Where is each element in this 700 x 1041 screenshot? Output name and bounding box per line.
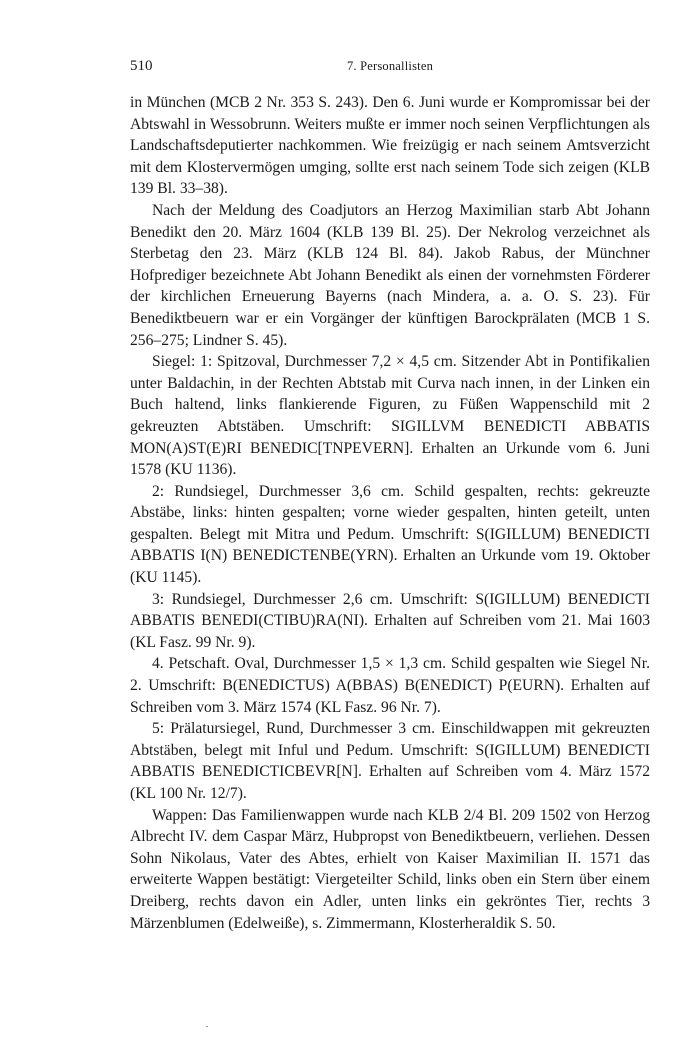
- page-number: 510: [130, 58, 153, 74]
- paragraph-seal-4: 4. Petschaft. Oval, Durchmesser 1,5 × 1,3 cm. Schild gespalten wie Siegel Nr. 2. Umschrift: B(ENEDICTUS) A(BBAS) B(ENEDICT) P(EURN). Erhalten auf Schreiben vom 3. März 1574 (KL Fasz. 96 Nr. 7).: [130, 655, 650, 716]
- scan-speck: [206, 1026, 208, 1027]
- running-head: 7. Personallisten: [346, 59, 434, 73]
- paragraph-continuation: in München (MCB 2 Nr. 353 S. 243). Den 6. Juni wurde er Kompromissar bei der Abtswahl in Wessobrunn. Weiters mußte er immer noch seinen Verpflichtungen als Landschaftsdeputierter nachkommen. Wie freizügig er nach seinem Amtsverzicht mit dem Klostervermögen umging, sollte erst nach seinem Tode sich zeigen (KLB 139 Bl. 33–38).: [130, 94, 650, 198]
- paragraph-seal-5: 5: Prälatursiegel, Rund, Durchmesser 3 cm. Einschildwappen mit gekreuzten Abtstäben, belegt mit Inful und Pedum. Umschrift: S(IGILLUM) BENEDICTI ABBATIS BENEDICTICBEVR[N]. Erhalten auf Schreiben vom 4. März 1572 (KL 100 Nr. 12/7).: [130, 720, 650, 802]
- paragraph-seal-1: Siegel: 1: Spitzoval, Durchmesser 7,2 × 4,5 cm. Sitzender Abt in Pontifikalien unter Baldachin, in der Rechten Abtstab mit Curva nach innen, in der Linken ein Buch haltend, links flankierende Figuren, zu Füßen Wappenschild mit 2 gekreuzten Abtstäben. Umschrift: SIGILLVM BENEDICTI ABBATIS MON(A)ST(E)RI BENEDIC[TNPEVERN]. Erhalten an Urkunde vom 6. Juni 1578 (KU 1136).: [130, 353, 650, 479]
- paragraph-seal-3: 3: Rundsiegel, Durchmesser 2,6 cm. Umschrift: S(IGILLUM) BENEDICTI ABBATIS BENEDI(CTIBU)RA(NI). Erhalten auf Schreiben vom 21. Mai 1603 (KL Fasz. 99 Nr. 9).: [130, 590, 650, 651]
- paragraph-death: Nach der Meldung des Coadjutors an Herzog Maximilian starb Abt Johann Benedikt den 20. März 1604 (KLB 139 Bl. 25). Der Nekrolog verzeichnet als Sterbetag den 23. März (KLB 124 Bl. 84). Jakob Rabus, der Münchner Hofprediger bezeichnete Abt Johann Benedikt als einen der vornehmsten Förderer der kirchlichen Erneuerung Bayerns (nach Mindera, a. a. O. S. 23). Für Benediktbeuern war er ein Vorgänger der künftigen Barockprälaten (MCB 1 S. 256–275; Lindner S. 45).: [130, 201, 650, 349]
- paragraph-coat-of-arms: Wappen: Das Familienwappen wurde nach KLB 2/4 Bl. 209 1502 von Herzog Albrecht IV. dem Caspar März, Hubpropst von Benediktbeuern, verliehen. Dessen Sohn Nikolaus, Vater des Abtes, erhielt von Kaiser Maximilian II. 1571 das erweiterte Wappen bestätigt: Viergeteilter Schild, links oben ein Stern über einem Dreiberg, rechts davon ein Adler, unten links ein gekröntes Tier, rechts 3 Märzenblumen (Edelweiße), s. Zimmermann, Klosterheraldik S. 50.: [130, 806, 650, 932]
- body-text: [130, 92, 650, 934]
- paragraph-seal-2: 2: Rundsiegel, Durchmesser 3,6 cm. Schild gespalten, rechts: gekreuzte Abstäbe, links: hinten gespalten; vorne wieder gespalten, hinten geteilt, unten gespalten. Belegt mit Mitra und Pedum. Umschrift: S(IGILLUM) BENEDICTI ABBATIS I(N) BENEDICTENBE(YRN). Erhalten an Urkunde vom 19. Oktober (KU 1145).: [130, 482, 650, 587]
- page-header: [130, 58, 650, 78]
